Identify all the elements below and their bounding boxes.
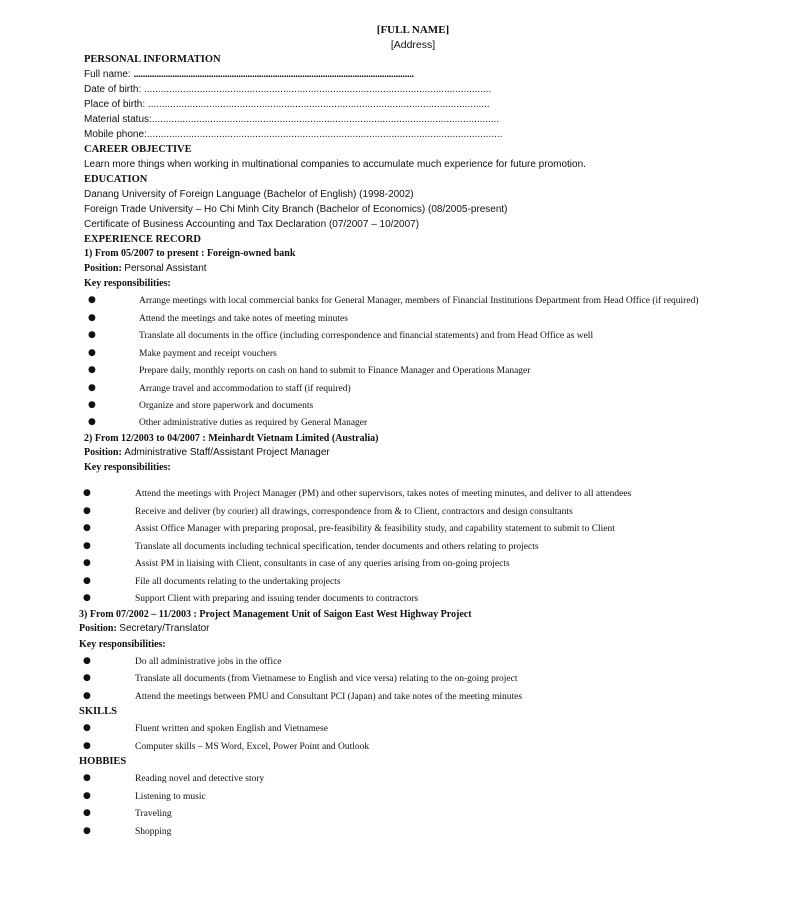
bullet-icon: ●	[83, 488, 91, 498]
bullet-icon: ●	[83, 741, 91, 751]
responsibility-item: Other administrative duties as required by General Manager	[139, 418, 368, 428]
personal-field-pob	[84, 98, 490, 112]
education-item: Certificate of Business Accounting and Tax Declaration (07/2007 – 10/2007)	[84, 219, 420, 230]
position-value: Secretary/Translator	[119, 623, 210, 634]
job-position	[84, 262, 207, 276]
field-label: Place of birth:	[84, 99, 148, 110]
personal-heading: PERSONAL INFORMATION	[84, 54, 221, 65]
bullet-icon: ●	[83, 723, 91, 733]
field-value: .............................................................................................................................	[144, 84, 492, 95]
field-label: Mobile phone:	[84, 129, 147, 140]
personal-field-phone	[84, 128, 502, 142]
responsibility-item: Assist PM in liaising with Client, consultants in case of any queries arising from on-going projects	[135, 559, 510, 569]
education-item: Danang University of Foreign Language (Bachelor of English) (1998-2002)	[84, 189, 414, 200]
key-responsibilities-label: Key responsibilities:	[84, 278, 171, 289]
position-label: Position:	[79, 623, 120, 634]
responsibility-item: Arrange travel and accommodation to staff (if required)	[139, 384, 351, 394]
bullet-icon: ●	[88, 383, 96, 393]
bullet-icon: ●	[88, 417, 96, 427]
bullet-icon: ●	[83, 576, 91, 586]
field-label: Date of birth:	[84, 84, 145, 95]
hobby-item: Reading novel and detective story	[135, 774, 265, 784]
career-heading: CAREER OBJECTIVE	[84, 144, 192, 155]
education-heading: EDUCATION	[84, 174, 148, 185]
responsibility-item: Support Client with preparing and issuing tender documents to contractors	[135, 594, 419, 604]
job-position	[79, 622, 210, 636]
bullet-icon: ●	[83, 791, 91, 801]
responsibility-item: Translate all documents (from Vietnamese to English and vice versa) relating to the on-going project	[135, 674, 518, 684]
job-title: 2) From 12/2003 to 04/2007 : Meinhardt Vietnam Limited (Australia)	[84, 433, 379, 444]
responsibility-item: Attend the meetings and take notes of meeting minutes	[139, 314, 348, 324]
field-label: Material status:	[84, 114, 152, 125]
bullet-icon: ●	[83, 593, 91, 603]
responsibility-item: Translate all documents including technical specification, tender documents and others relating to projects	[135, 542, 539, 552]
bullet-icon: ●	[83, 691, 91, 701]
position-label: Position:	[84, 263, 125, 274]
bullet-icon: ●	[83, 541, 91, 551]
responsibility-item: Do all administrative jobs in the office	[135, 657, 282, 667]
bullet-icon: ●	[83, 673, 91, 683]
position-value: Administrative Staff/Assistant Project Manager	[124, 447, 330, 458]
bullet-icon: ●	[83, 826, 91, 836]
job-title: 1) From 05/2007 to present : Foreign-owned bank	[84, 248, 296, 259]
bullet-icon: ●	[88, 330, 96, 340]
bullet-icon: ●	[88, 348, 96, 358]
key-responsibilities-label: Key responsibilities:	[84, 462, 171, 473]
experience-heading: EXPERIENCE RECORD	[84, 234, 201, 245]
hobby-item: Traveling	[135, 809, 172, 819]
bullet-icon: ●	[88, 400, 96, 410]
responsibility-item: Arrange meetings with local commercial banks for General Manager, members of Financial Institutions Department from Head Office (if required)	[139, 296, 699, 306]
job-title: 3) From 07/2002 – 11/2003 : Project Management Unit of Saigon East West Highway Project	[79, 609, 472, 620]
responsibility-item: Prepare daily, monthly reports on cash on hand to submit to Finance Manager and Operations Manager	[139, 366, 531, 376]
hobby-item: Shopping	[135, 827, 172, 837]
responsibility-item: Assist Office Manager with preparing proposal, pre-feasibility & feasibility study, and capability statement to submit to Client	[135, 524, 615, 534]
responsibility-item: Make payment and receipt vouchers	[139, 349, 277, 359]
hobbies-heading: HOBBIES	[79, 756, 127, 767]
responsibility-item: Attend the meetings with Project Manager (PM) and other supervisors, takes notes of meeting minutes, and deliver to all attendees	[135, 489, 632, 499]
field-value: ................................................................................................................................	[146, 129, 503, 140]
field-label: Full name:	[84, 69, 134, 80]
responsibility-item: Organize and store paperwork and documents	[139, 401, 314, 411]
responsibility-item: Translate all documents in the office (including correspondence and financial statements) and from Head Office as well	[139, 331, 594, 341]
position-value: Personal Assistant	[124, 263, 207, 274]
bullet-icon: ●	[83, 523, 91, 533]
field-value: .............................................................................................................................	[151, 114, 500, 125]
bullet-icon: ●	[83, 808, 91, 818]
personal-field-dob	[84, 83, 491, 97]
personal-field-status	[84, 113, 499, 127]
hobby-item: Listening to music	[135, 792, 206, 802]
responsibility-item: Attend the meetings between PMU and Consultant PCI (Japan) and take notes of the meeting minutes	[135, 692, 523, 702]
job-position	[84, 446, 330, 460]
bullet-icon: ●	[88, 295, 96, 305]
skill-item: Computer skills – MS Word, Excel, Power Point and Outlook	[135, 742, 370, 752]
bullet-icon: ●	[88, 365, 96, 375]
bullet-icon: ●	[88, 313, 96, 323]
responsibility-item: File all documents relating to the undertaking projects	[135, 577, 341, 587]
bullet-icon: ●	[83, 773, 91, 783]
bullet-icon: ●	[83, 506, 91, 516]
key-responsibilities-label: Key responsibilities:	[79, 639, 166, 650]
skills-heading: SKILLS	[79, 706, 117, 717]
bullet-icon: ●	[83, 558, 91, 568]
position-label: Position:	[84, 447, 125, 458]
personal-field-fullname	[84, 68, 414, 82]
skill-item: Fluent written and spoken English and Vietnamese	[135, 724, 328, 734]
responsibility-item: Receive and deliver (by courier) all drawings, correspondence from & to Client, contractors and design consultants	[135, 507, 573, 517]
career-text: Learn more things when working in multinational companies to accumulate much experience for future promotion.	[84, 159, 586, 170]
education-item: Foreign Trade University – Ho Chi Minh City Branch (Bachelor of Economics) (08/2005-present)	[84, 204, 508, 215]
full-name: [FULL NAME]	[376, 24, 450, 36]
address: [Address]	[390, 39, 436, 51]
bullet-icon: ●	[83, 656, 91, 666]
field-value: ...........................................................................................................................	[133, 69, 414, 80]
field-value: ...........................................................................................................................	[147, 99, 490, 110]
